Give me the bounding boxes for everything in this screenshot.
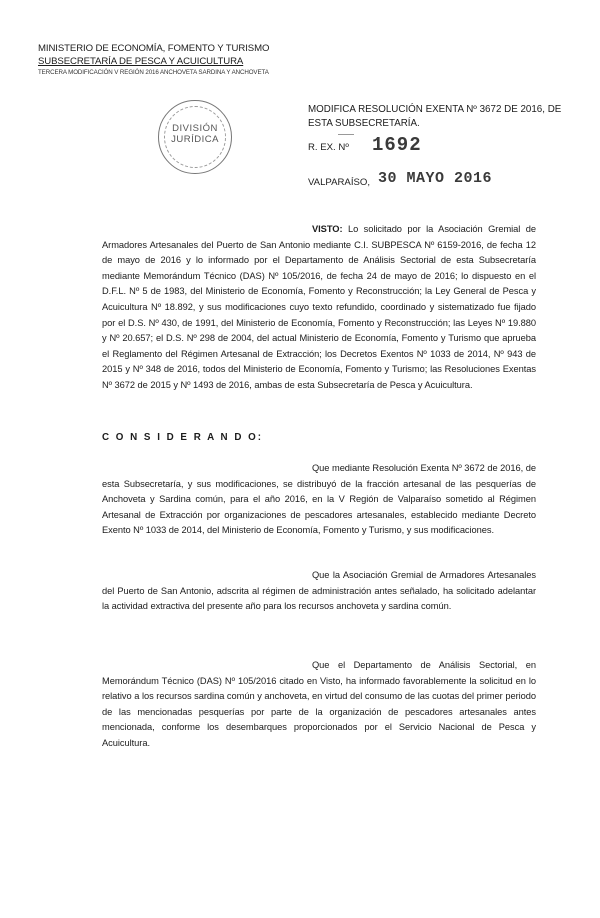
- rex-label: R. EX. Nº: [308, 142, 349, 153]
- division-juridica-stamp: [158, 100, 232, 174]
- considerando-heading: C O N S I D E R A N D O:: [102, 432, 264, 443]
- considerando-paragraph-2: Que la Asociación Gremial de Armadores Artesanales del Puerto de San Antonio, adscrita al régimen de administración antes señalado, ha solicitado adelantar la actividad extractiva del presente año para los recursos anchoveta y sardina común.: [102, 570, 536, 612]
- considerando-paragraph-3: Que el Departamento de Análisis Sectorial, en Memorándum Técnico (DAS) Nº 105/2016 citado en Visto, ha informado favorablemente la solicitud en lo relativo a los recursos sardina común y anchoveta, en virtud del consumo de las cuotas del primer periodo de las mencionadas pesquerías por parte de la organización de pescadores artesanales antes mencionada, conforme los desembarques proporcionados por el Servicio Nacional de Pesca y Acuicultura.: [102, 660, 536, 748]
- ministry-name: MINISTERIO DE ECONOMÍA, FOMENTO Y TURISMO: [38, 43, 270, 54]
- subsecretaria-name: SUBSECRETARÍA DE PESCA Y ACUICULTURA: [38, 56, 244, 67]
- letterhead: [38, 42, 298, 77]
- considerando-paragraph-1: Que mediante Resolución Exenta Nº 3672 de 2016, de esta Subsecretaría, y sus modificaciones, se distribuyó de la fracción artesanal de las pesquerías de Anchoveta y Sardina común, para el año 2016, en la V Región de Valparaíso sometido al Régimen Artesanal de Extracción por organizaciones de pescadores artesanales, establecido mediante Decreto Exento Nº 1033 de 2014, del Ministerio de Economía, Fomento y Turismo, y sus modificaciones.: [102, 463, 536, 536]
- visto-paragraph: [102, 222, 536, 394]
- document-note: TERCERA MODIFICACIÓN V REGIÓN 2016 ANCHOVETA SARDINA Y ANCHOVETA: [38, 69, 269, 76]
- stamp-line-2: JURÍDICA: [171, 134, 219, 145]
- rex-number: 1692: [372, 134, 422, 156]
- stamp-text: [159, 123, 231, 145]
- date-stamp: 30 MAYO 2016: [378, 170, 493, 187]
- visto-text: Lo solicitado por la Asociación Gremial de Armadores Artesanales del Puerto de San Antonio mediante C.I. SUBPESCA Nº 6159-2016, de fecha 12 de mayo de 2016 y lo informado por el Departamento de Análisis Sectorial de esta Subsecretaría mediante Memorándum Técnico (DAS) Nº 105/2016, de fecha 24 de mayo de 2016; lo dispuesto en el D.F.L. Nº 5 de 1983, del Ministerio de Economía, Fomento y Reconstrucción; la Ley General de Pesca y Acuicultura Nº 18.892, y sus modificaciones cuyo texto refundido, coordinado y sistematizado fue fijado por el D.S. Nº 430, de 1991, del Ministerio de Economía, Fomento y Reconstrucción; las Leyes Nº 19.880 y Nº 20.657; el D.S. Nº 298 de 2004, del actual Ministerio de Economía, Fomento y Turismo que aprueba el Reglamento del Régimen Artesanal de Extracción; los Decretos Exentos Nº 1033 de 2014, Nº 943 de 2015 y Nº 348 de 2016, todos del Ministerio de Economía, Fomento y Turismo; las Resoluciones Exentas Nº 3672 de 2015 y Nº 1493 de 2016, ambas de esta Subsecretaría de Pesca y Acuicultura.: [102, 224, 536, 390]
- visto-label: VISTO:: [312, 224, 343, 234]
- divider: [338, 134, 354, 135]
- resolution-subject: MODIFICA RESOLUCIÓN EXENTA Nº 3672 DE 2016, DE ESTA SUBSECRETARÍA.: [308, 104, 562, 129]
- city-label: VALPARAÍSO,: [308, 177, 371, 188]
- stamp-line-1: DIVISIÓN: [172, 123, 218, 134]
